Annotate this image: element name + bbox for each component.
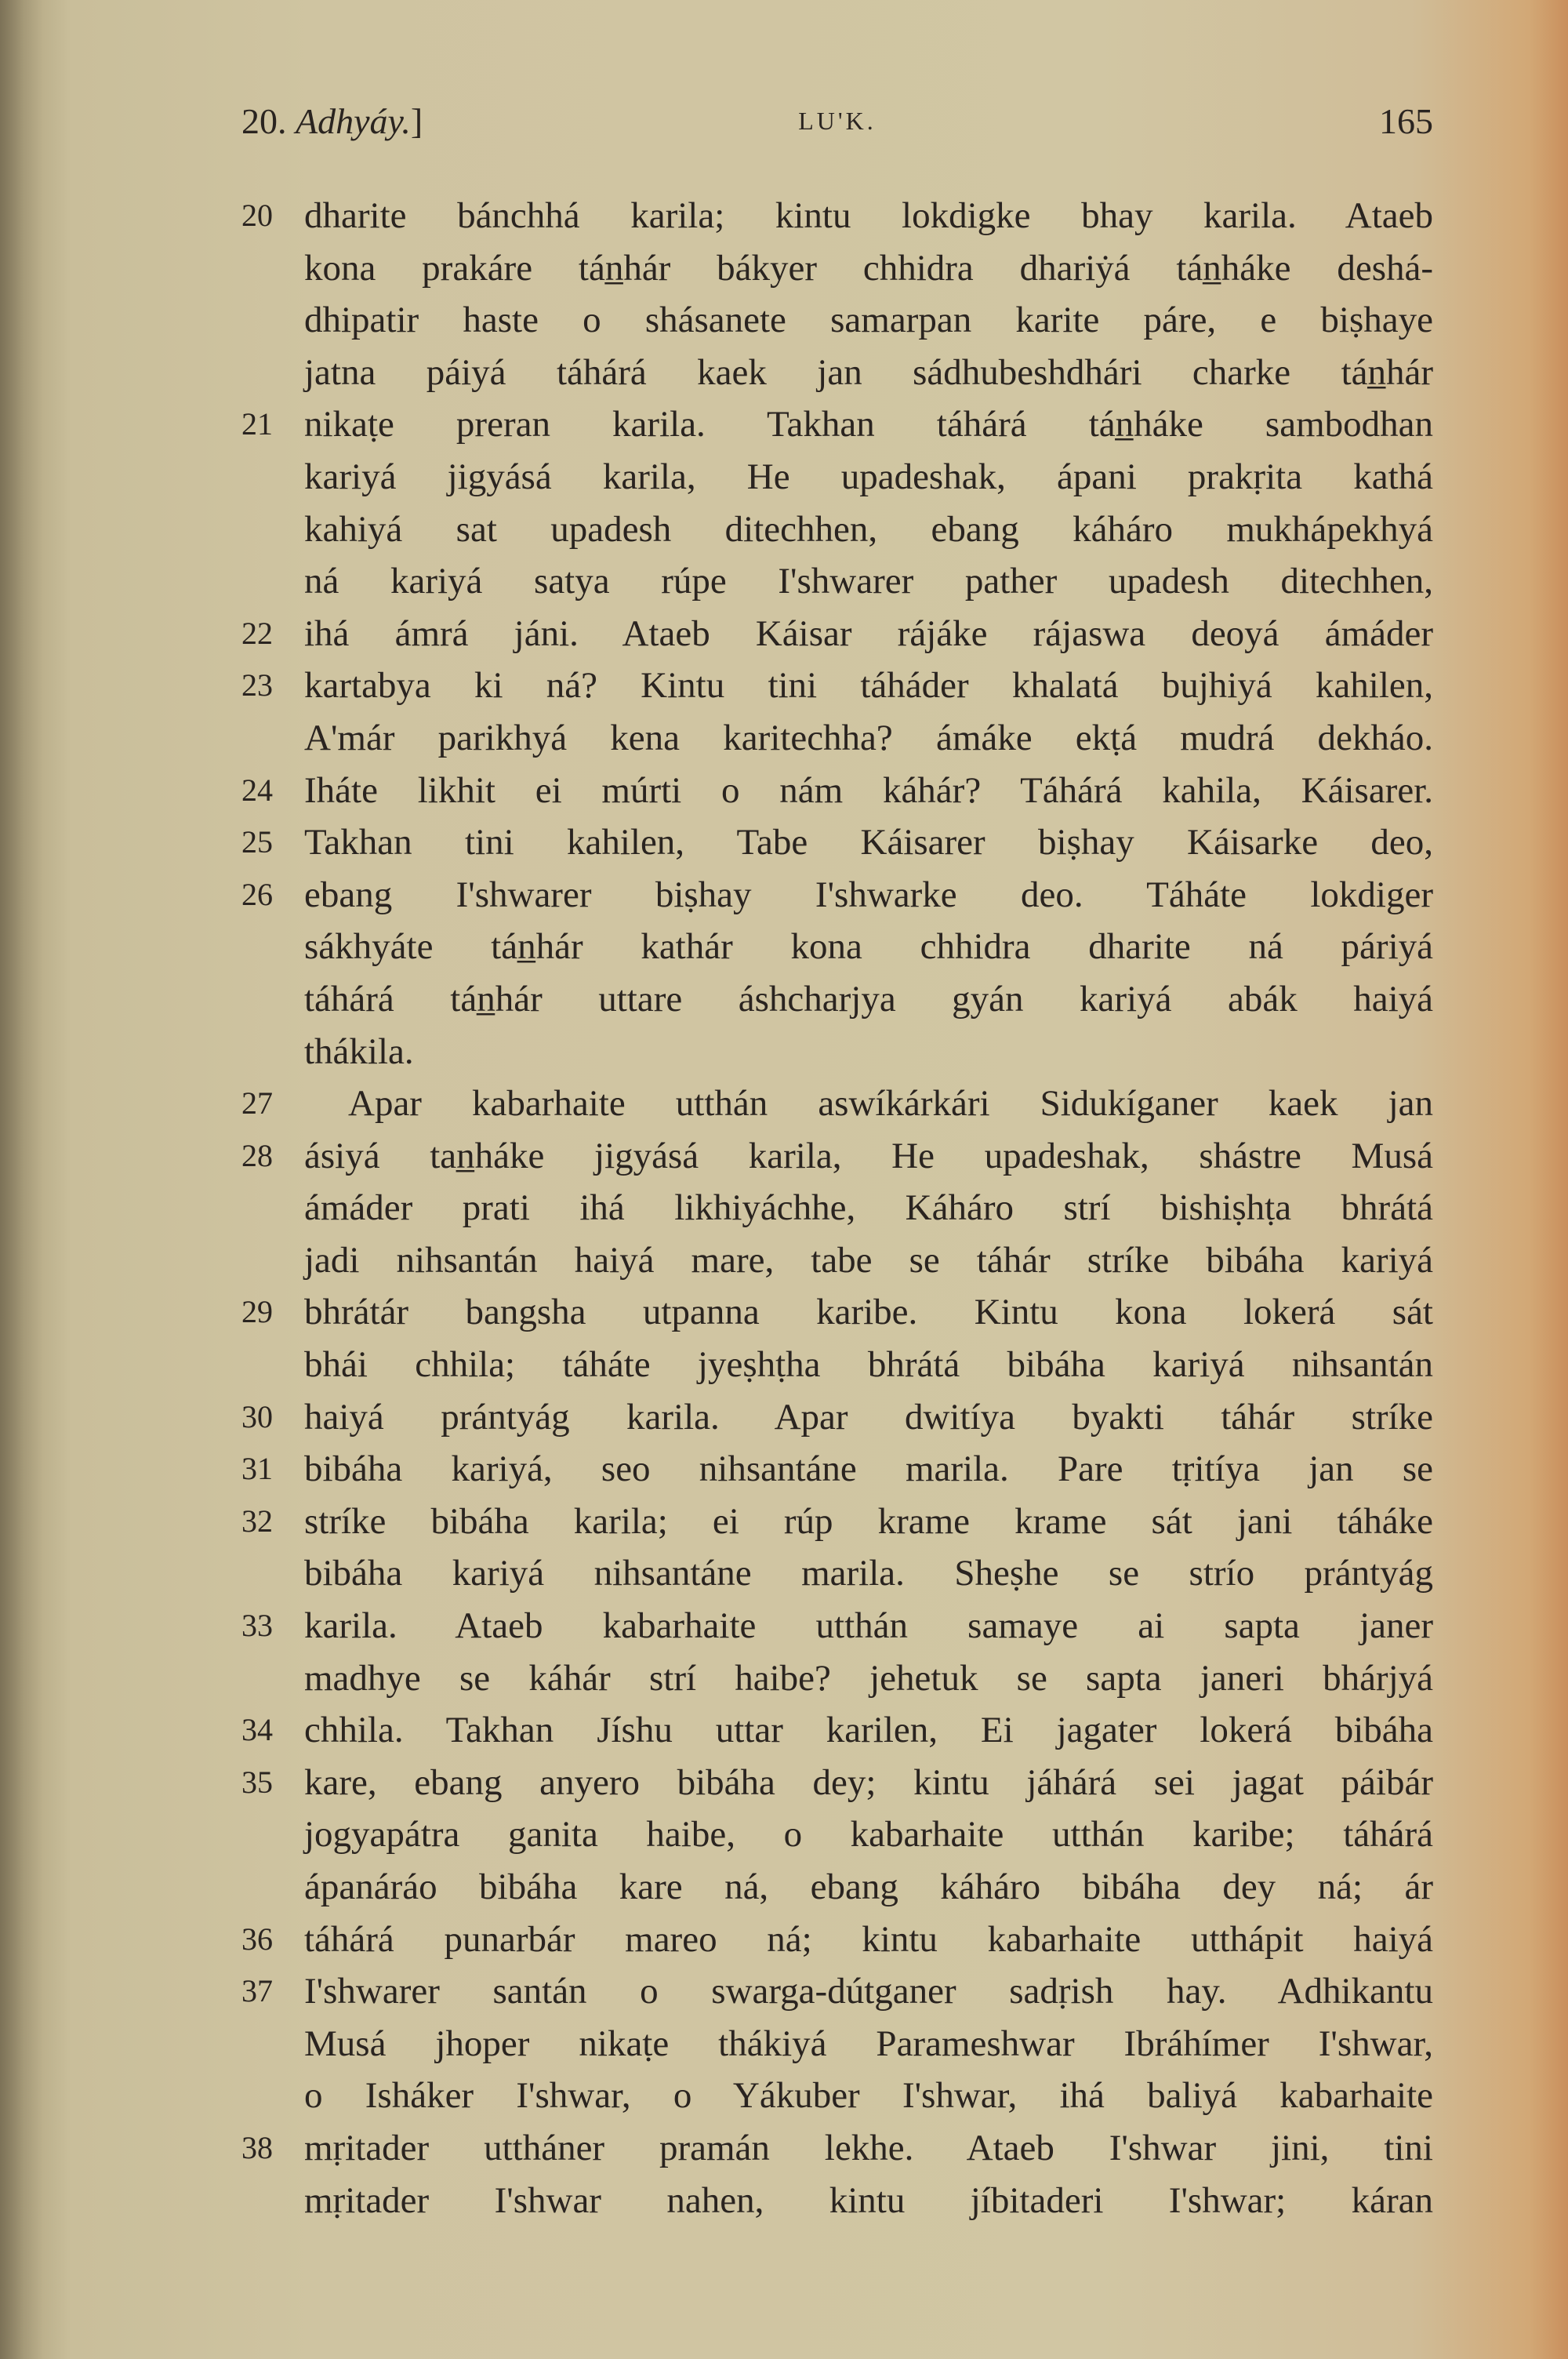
text-line: [241, 1339, 1433, 1391]
text-line: [241, 2122, 1433, 2175]
verse-text: ná kariyá satya rúpe I'shwarer pather upadesh ditechhen,: [304, 561, 1433, 602]
verse-number: 22: [241, 615, 273, 651]
book-title: LU'K.: [798, 107, 877, 135]
running-header: [241, 100, 1433, 147]
text-line: [241, 1600, 1433, 1652]
verse-text: ámáder prati ihá likhiyáchhe, Káháro strí bishiṣhṭa bhrátá: [304, 1187, 1433, 1229]
verse-text: karila. Ataeb kabarhaite utthán samaye ai sapta janer: [304, 1605, 1433, 1647]
verse-text: Iháte likhit ei múrti o nám káhár? Táhárá kahila, Káisarer.: [304, 769, 1433, 811]
text-line: [241, 2018, 1433, 2070]
verse-number: 28: [241, 1137, 273, 1173]
text-line: [241, 816, 1433, 869]
verse-text: bibáha kariyá, seo nihsantáne marila. Pare tṛitíya jan se: [304, 1448, 1433, 1490]
verse-text: bibáha kariyá nihsantáne marila. Sheṣhe se strío prántyág: [304, 1553, 1433, 1594]
text-line: [241, 1547, 1433, 1600]
book-spine-shadow: [0, 0, 43, 2359]
text-line: [241, 921, 1433, 973]
verse-text: dhipatir haste o shásanete samarpan karite páre, e biṣhaye: [304, 300, 1433, 341]
verse-number: 33: [241, 1608, 273, 1644]
page-number: 165: [1379, 101, 1433, 141]
verse-text: mṛitader uttháner pramán lekhe. Ataeb I'shwar jini, tini: [304, 2127, 1433, 2168]
verse-text: kona prakáre tán̲hár bákyer chhidra dhariẏá tán̲háke deshá-: [304, 247, 1433, 289]
verse-text: bhrátár bangsha utpanna karibe. Kintu kona lokerá sát: [304, 1292, 1433, 1333]
verse-number: 34: [241, 1712, 273, 1748]
verse-text: sákhyáte tán̲hár kathár kona chhidra dharite ná páriyá: [304, 926, 1433, 968]
text-line: [241, 1965, 1433, 2018]
verse-text: kare, ebang anyero bibáha dey; kintu jáhárá sei jagat páibár: [304, 1761, 1433, 1803]
text-line: [241, 1704, 1433, 1757]
verse-number: 26: [241, 876, 273, 912]
verse-text: Musá jhoper nikaṭe thákiyá Parameshwar Ibráhímer I'shwar,: [304, 2023, 1433, 2064]
text-line: [241, 2070, 1433, 2122]
chapter-bracket: ]: [410, 101, 423, 141]
verse-text: jadi nihsantán haiyá mare, tabe se táhár stríke bibáha kariyá: [304, 1239, 1433, 1281]
verse-number: 23: [241, 667, 273, 703]
verse-number: 36: [241, 1921, 273, 1957]
text-line: [241, 190, 1433, 242]
text-line: [241, 2175, 1433, 2227]
text-line: [241, 765, 1433, 817]
text-line: [241, 1182, 1433, 1234]
text-line: [241, 1130, 1433, 1183]
verse-text: táhárá punarbár mareo ná; kintu kabarhaite utthápit haiyá: [304, 1918, 1433, 1960]
text-line: [241, 1757, 1433, 1809]
text-line: [241, 503, 1433, 556]
verse-text: o Isháker I'shwar, o Yákuber I'shwar, ihá baliyá kabarhaite: [304, 2075, 1433, 2117]
text-line: [241, 660, 1433, 712]
verse-text: táhárá tán̲hár uttare áshcharjya gyán kariyá abák haiyá: [304, 978, 1433, 1020]
text-line: [241, 294, 1433, 347]
text-line: [241, 451, 1433, 503]
text-line: [241, 347, 1433, 399]
verse-number: 31: [241, 1451, 273, 1487]
verse-number: 25: [241, 824, 273, 860]
verse-text: I'shwarer santán o swarga-dútganer sadṛish hay. Adhikantu: [304, 1971, 1433, 2012]
text-line: [241, 1914, 1433, 1966]
text-line: [241, 712, 1433, 765]
text-line: [241, 1234, 1433, 1287]
verse-text: haiyá prántyág karila. Apar dwitíya byakti táhár stríke: [304, 1396, 1433, 1438]
verse-number: 20: [241, 198, 273, 233]
chapter-word: Adhyáy.: [296, 101, 411, 141]
text-line: [241, 398, 1433, 451]
verse-number: 27: [241, 1085, 273, 1121]
verse-text: ápanáráo bibáha kare ná, ebang káháro bibáha dey ná; ár: [304, 1866, 1433, 1907]
verse-text: kahiyá sat upadesh ditechhen, ebang káháro mukhápekhyá: [304, 508, 1433, 550]
verse-number: 37: [241, 1973, 273, 2009]
verse-number: 32: [241, 1503, 273, 1539]
verse-text: jogyapátra ganita haibe, o kabarhaite utthán karibe; táhárá: [304, 1814, 1433, 1856]
verse-text: thákila.: [304, 1030, 414, 1072]
verse-text: nikaṭe preran karila. Takhan táhárá tán̲háke sambodhan: [304, 404, 1433, 445]
verse-text: Apar kabarhaite utthán aswíkárkári Sidukíganer kaek jan: [348, 1083, 1433, 1125]
verse-number: 21: [241, 406, 273, 442]
verse-text: madhye se káhár strí haibe? jehetuk se sapta janeri bhárjyá: [304, 1657, 1433, 1699]
text-line: [241, 869, 1433, 921]
text-line: [241, 1026, 1433, 1078]
text-line: [241, 1443, 1433, 1496]
page-body: [241, 190, 1433, 2226]
verse-number: 30: [241, 1398, 273, 1434]
verse-text: kartabya ki ná? Kintu tini táháder khalatá bujhiyá kahilen,: [304, 665, 1433, 707]
verse-number: 35: [241, 1764, 273, 1800]
verse-number: 29: [241, 1294, 273, 1330]
text-line: [241, 973, 1433, 1026]
text-line: [241, 1808, 1433, 1861]
text-line: [241, 1391, 1433, 1444]
verse-text: stríke bibáha karila; ei rúp krame krame sát jani táháke: [304, 1500, 1433, 1542]
verse-text: A'már parikhyá kena karitechha? ámáke ekṭá mudrá dekháo.: [304, 717, 1433, 758]
verse-text: jatna páiyá táhárá kaek jan sádhubeshdhári charke tán̲hár: [304, 351, 1433, 393]
text-line: [241, 1496, 1433, 1548]
verse-number: 24: [241, 772, 273, 808]
chapter-number: 20.: [241, 101, 287, 141]
verse-text: mṛitader I'shwar nahen, kintu jíbitaderi I'shwar; káran: [304, 2179, 1433, 2221]
verse-text: kariyá jigyásá karila, He upadeshak, ápani prakṛita kathá: [304, 456, 1433, 497]
verse-text: chhila. Takhan Jíshu uttar karilen, Ei jagater lokerá bibáha: [304, 1710, 1433, 1751]
verse-text: ásiyá tan̲háke jigyásá karila, He upadeshak, shástre Musá: [304, 1135, 1433, 1176]
verse-text: dharite bánchhá karila; kintu lokdigke bhay karila. Ataeb: [304, 195, 1433, 236]
text-line: [241, 1286, 1433, 1339]
verse-text: Takhan tini kahilen, Tabe Káisarer biṣhay Káisarke deo,: [304, 822, 1433, 863]
verse-text: ihá ámrá jáni. Ataeb Káisar rájáke rájaswa deoyá ámáder: [304, 612, 1433, 654]
text-line: [241, 555, 1433, 608]
text-line: [241, 242, 1433, 295]
verse-text: ebang I'shwarer biṣhay I'shwarke deo. Táháte lokdiger: [304, 874, 1433, 915]
verse-text: bhái chhila; táháte jyeṣhṭha bhrátá bibáha kariyá nihsantán: [304, 1344, 1433, 1386]
text-line: [241, 608, 1433, 660]
text-line: [241, 1078, 1433, 1130]
text-line: [241, 1861, 1433, 1914]
text-line: [241, 1652, 1433, 1705]
verse-number: 38: [241, 2129, 273, 2165]
